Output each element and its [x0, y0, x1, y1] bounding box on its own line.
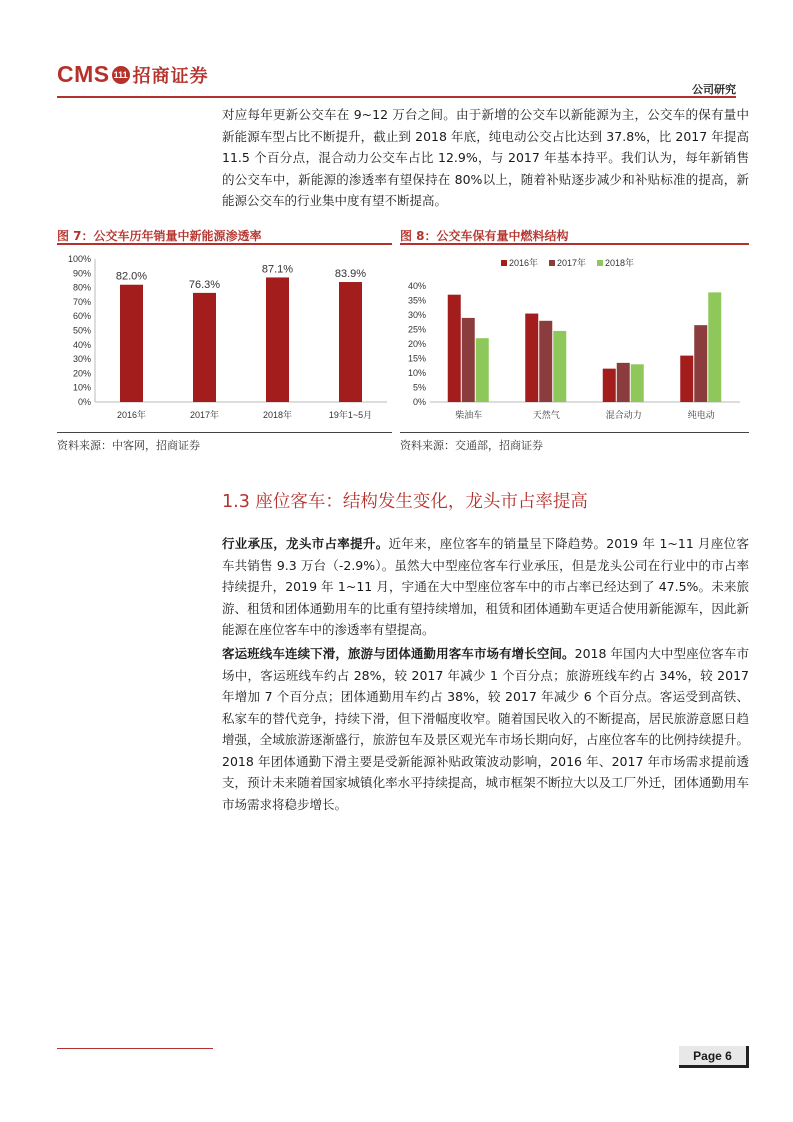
bar: [120, 285, 143, 402]
paragraph-lead: 行业承压，龙头市占率提升。: [222, 536, 389, 551]
bar: [631, 364, 644, 402]
cms-logo: [57, 61, 209, 88]
x-tick-label: 纯电动: [687, 410, 715, 420]
y-tick-label: 30%: [72, 354, 91, 365]
figure7-source-rule: [57, 432, 392, 433]
bar: [617, 363, 630, 402]
bar: [462, 318, 475, 402]
footnote-divider: [57, 1048, 213, 1049]
legend-swatch: [597, 260, 603, 266]
x-tick-label: 天然气: [532, 410, 560, 420]
x-tick-label: 2018年: [262, 410, 293, 420]
figure7-title: 图 7：公交车历年销量中新能源渗透率: [57, 229, 262, 243]
y-tick-label: 10%: [407, 368, 426, 378]
logo-company-name: 招商证券: [132, 65, 209, 87]
legend-swatch: [549, 260, 555, 266]
figure7-chart: [57, 250, 393, 430]
y-tick-label: 35%: [407, 295, 426, 306]
figure8-source: 资料来源：交通部，招商证券: [400, 439, 543, 452]
intro-paragraph: 对应每年更新公交车在 9~12 万台之间。由于新增的公交车以新能源为主，公交车的保有量中新能源车型占比不断提升，截止到 2018 年底，纯电动公交占比达到 37.8%，比 2017 年提高 11.5 个百分点，混合动力公交车占比 12.9%，与 2017 年基本持平。我们认为，每年新销售的公交车中，新能源的渗透率有望保持在 80%以上，随着补贴逐步减少和补贴标准的提高，新能源公交车的行业集中度有望不断提高。: [222, 107, 749, 208]
bar: [266, 277, 289, 402]
bar: [448, 295, 461, 402]
bar: [708, 292, 721, 402]
y-tick-label: 70%: [72, 296, 91, 307]
report-type-label: 公司研究: [692, 83, 736, 96]
figure8-title: 图 8：公交车保有量中燃料结构: [400, 229, 569, 243]
x-tick-label: 2017年: [189, 410, 220, 420]
legend-label: 2018年: [605, 258, 635, 268]
y-tick-label: 50%: [72, 325, 91, 336]
bar: [339, 282, 362, 402]
section-heading: 1.3 座位客车：结构发生变化，龙头市占率提高: [222, 492, 588, 512]
x-tick-label: 2016年: [116, 410, 147, 420]
y-tick-label: 90%: [72, 268, 91, 279]
y-tick-label: 100%: [67, 254, 91, 264]
figure7-title-rule: [57, 243, 392, 245]
logo-cms-text: CMS: [57, 61, 110, 87]
bar: [603, 369, 616, 402]
data-label: 87.1%: [261, 263, 294, 276]
figure8-source-rule: [400, 432, 749, 433]
y-tick-label: 5%: [412, 382, 426, 393]
x-tick-label: 柴油车: [455, 410, 483, 420]
page-number: Page 6: [679, 1046, 749, 1068]
y-tick-label: 25%: [407, 324, 426, 335]
paragraph-lead: 客运班线车连续下滑，旅游与团体通勤用客车市场有增长空间。: [222, 646, 575, 661]
y-tick-label: 30%: [407, 310, 426, 320]
figure7-source: 资料来源：中客网，招商证券: [57, 439, 200, 452]
legend-label: 2016年: [509, 258, 539, 268]
bar: [525, 314, 538, 402]
y-tick-label: 60%: [72, 311, 91, 322]
paragraph-industry-pressure: [222, 533, 749, 641]
y-tick-label: 15%: [407, 353, 426, 364]
x-tick-label: 19年1~5月: [328, 410, 373, 420]
bar: [553, 331, 566, 402]
legend-label: 2017年: [557, 258, 587, 268]
paragraph-body: 2018 年国内大中型座位客车市场中，客运班线车约占 28%，较 2017 年减少 1 个百分点；旅游班线车约占 34%，较 2017 年增加 7 个百分点；团体通勤用车约占 38%，较 2017 年减少 6 个百分点。客运受到高铁、私家车的替代竞争，持续下滑，但下滑幅度收窄。随着国民收入的不断提高，居民旅游意愿日趋增强，全域旅游逐渐盛行，旅游包车及景区观光车市场长期向好，占座位客车的比例持续提升。2018 年团体通勤下滑主要是受新能源补贴政策波动影响，2016 年、2017 年市场需求提前透支，预计未来随着国家城镇化率水平持续提高，城市框架不断拉大以及工厂外迁，团体通勤用车市场需求将稳步增长。: [222, 646, 749, 812]
y-tick-label: 10%: [72, 382, 91, 393]
x-tick-label: 混合动力: [605, 410, 642, 420]
bar: [694, 325, 707, 402]
paragraph-passenger-lines: [222, 643, 749, 815]
bar: [539, 321, 552, 402]
y-tick-label: 20%: [72, 368, 91, 379]
data-label: 83.9%: [334, 268, 367, 281]
y-tick-label: 20%: [407, 339, 426, 349]
paragraph-body: 近年来，座位客车的销量呈下降趋势。2019 年 1~11 月座位客车共销售 9.3 万台（-2.9%）。虽然大中型座位客车行业承压，但是龙头公司在行业中的市占率持续提升，2019 年 1~11 月，宇通在大中型座位客车中的市占率已经达到了 47.5%。未来旅游、租赁和团体通勤用车的比重有望持续增加，租赁和团体通勤车更适合使用新能源车，因此新能源在座位客车中的渗透率有望提高。: [222, 536, 749, 637]
bar: [680, 356, 693, 402]
data-label: 82.0%: [115, 270, 148, 283]
figure8-title-rule: [400, 243, 749, 245]
figure8-chart: [400, 250, 749, 430]
logo-seal-icon: 111: [112, 66, 130, 84]
y-tick-label: 40%: [72, 339, 91, 350]
y-tick-label: 40%: [407, 281, 426, 291]
page-header: [57, 55, 736, 97]
y-tick-label: 0%: [77, 397, 91, 407]
data-label: 76.3%: [188, 278, 221, 291]
bar: [193, 293, 216, 402]
bar: [476, 338, 489, 402]
y-tick-label: 80%: [72, 282, 91, 293]
header-divider: [57, 96, 736, 98]
legend-swatch: [501, 260, 507, 266]
y-tick-label: 0%: [412, 397, 426, 407]
